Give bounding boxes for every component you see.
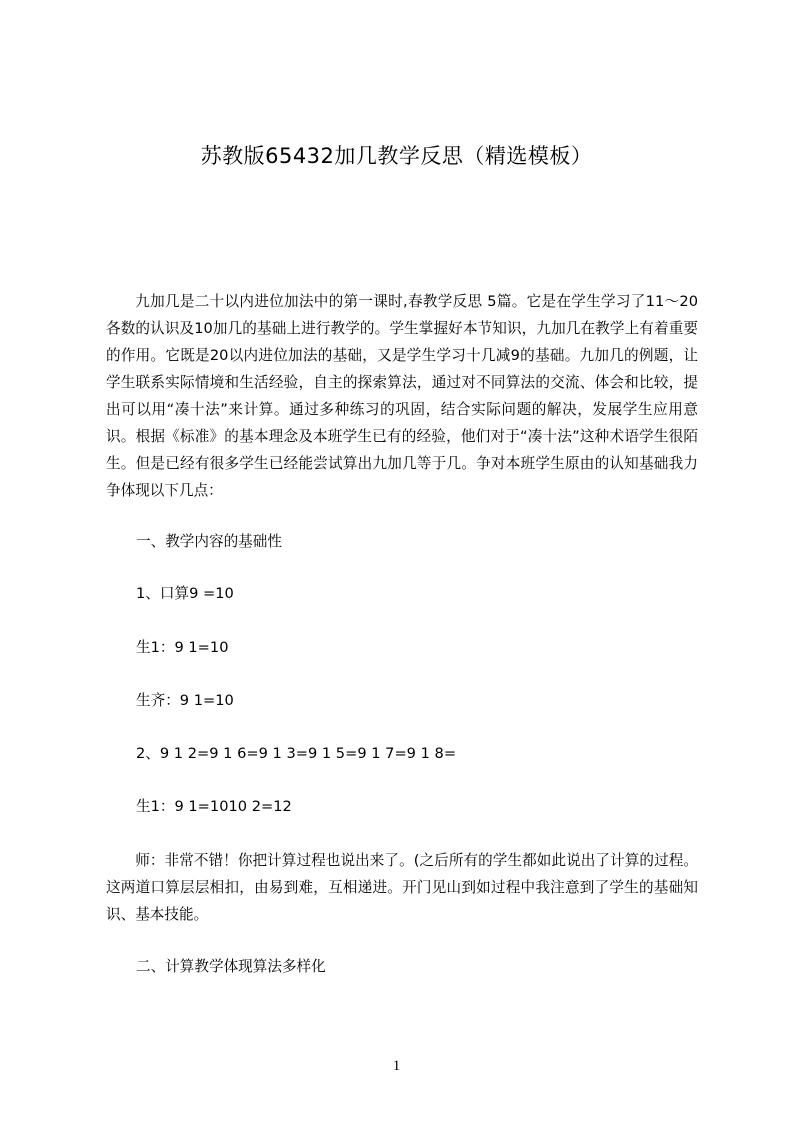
students-chorus-line: 生齐：9 1=10 bbox=[136, 692, 234, 709]
exercise-line-2: 2、9 1 2=9 1 6=9 1 3=9 1 5=9 1 7=9 1 8= bbox=[136, 745, 457, 762]
section-heading-1: 一、教学内容的基础性 bbox=[136, 533, 282, 550]
section-heading-2: 二、计算教学体现算法多样化 bbox=[136, 958, 326, 975]
exercise-line-1: 1、口算9 =10 bbox=[136, 585, 234, 602]
intro-paragraph: 九加几是二十以内进位加法中的第一课时,春教学反思 5篇。它是在学生学习了11～20各数的认识及10加几的基础上进行教学的。学生掌握好本节知识，九加几在教学上有着重要的作用。它既是20以内进位加法的基础，又是学生学习十几减9的基础。九加几的例题，让学生联系实际情境和生活经验，自主的探索算法，通过对不同算法的交流、体会和比较，提出可以用“凑十法”来计算。通过多种练习的巩固，结合实际问题的解决，发展学生应用意识。根据《标准》的基本理念及本班学生已有的经验，他们对于“凑十法”这种术语学生很陌生。但是已经有很多学生已经能尝试算出九加几等于几。争对本班学生原由的认知基础我力争体现以下几点： bbox=[106, 293, 698, 499]
student-answer-line-2: 生1：9 1=1010 2=12 bbox=[136, 798, 292, 815]
document-title: 苏教版65432加几教学反思（精选模板） bbox=[200, 144, 593, 168]
teacher-paragraph: 师：非常不错！你把计算过程也说出来了。(之后所有的学生都如此说出了计算的过程。这两道口算层层相扣，由易到难，互相递进。开门见山到如过程中我注意到了学生的基础知识、基本技能。 bbox=[106, 852, 698, 923]
page-number: 1 bbox=[392, 1058, 401, 1074]
student-answer-line: 生1：9 1=10 bbox=[136, 639, 229, 656]
